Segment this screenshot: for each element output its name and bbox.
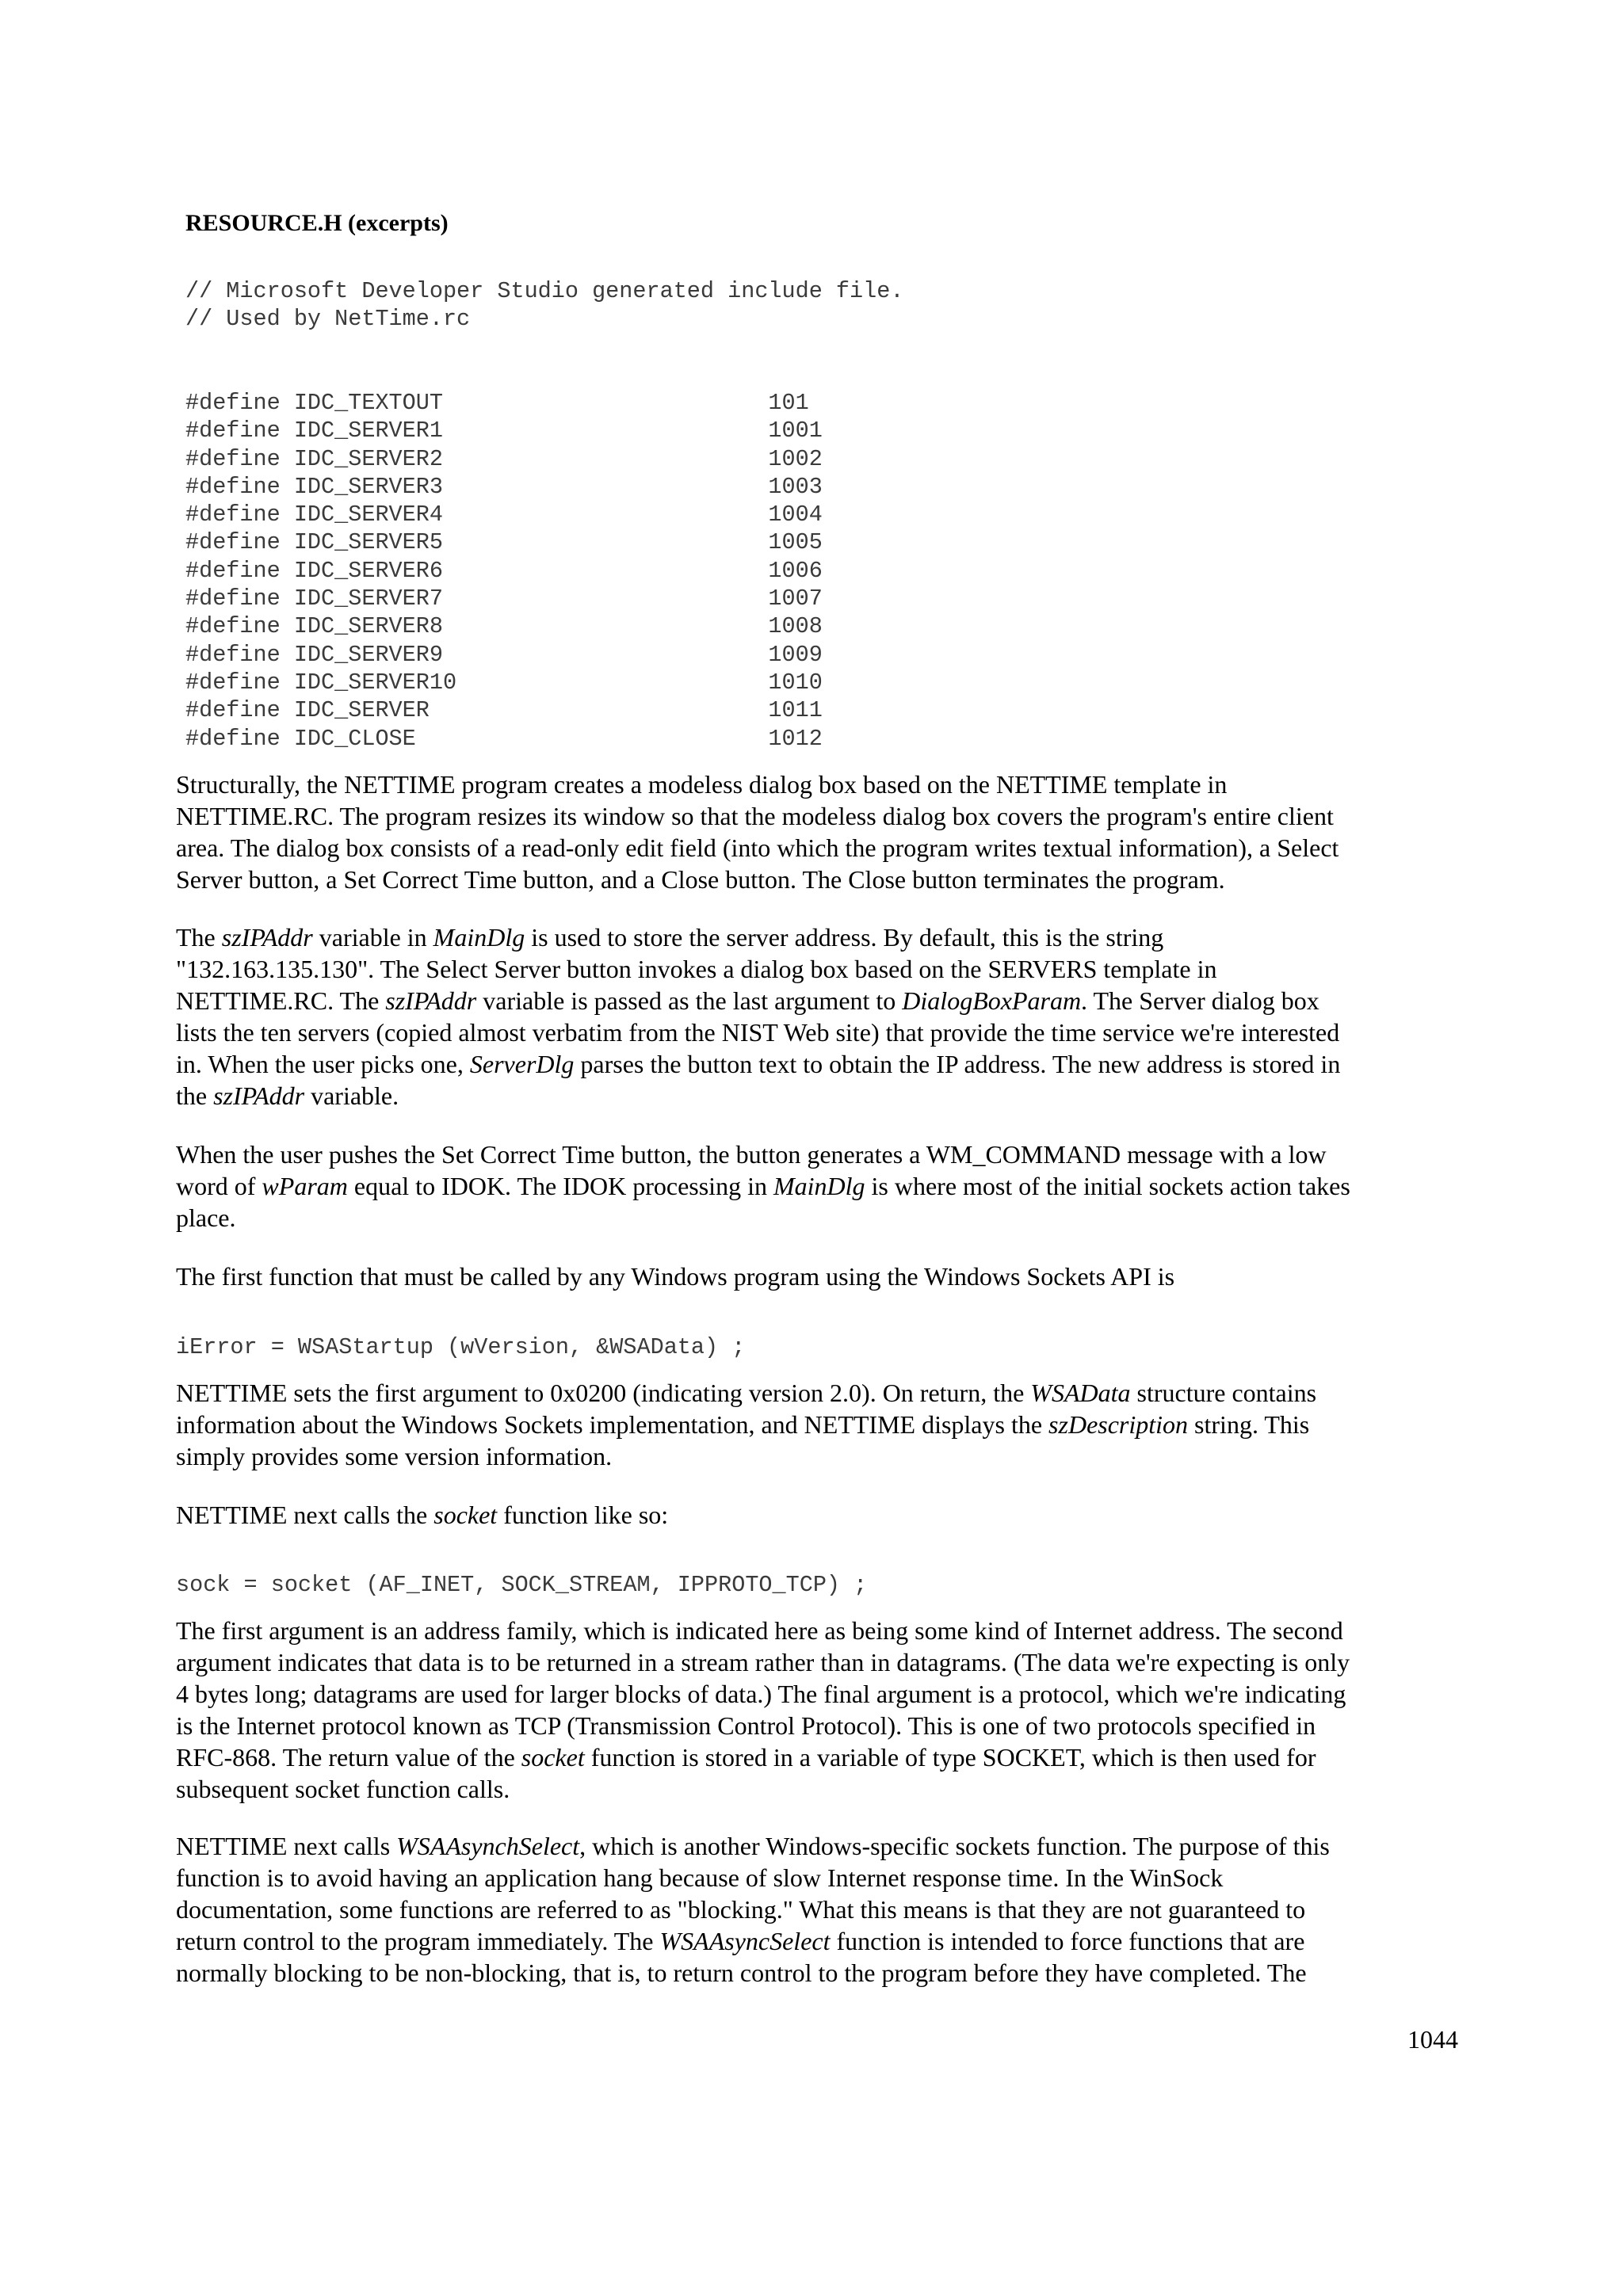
text-run: parses the button text to obtain the IP address. The new address is stored in [574,1050,1341,1078]
text-line: area. The dialog box consists of a read-only edit field (into which the program writes textual information), a Select [176,833,1339,862]
code-comment-block [185,277,903,334]
text-line [176,1710,1460,1741]
text-run: string. This [1188,1410,1310,1439]
text-line [176,985,1460,1016]
paragraph-structure [176,769,1460,895]
italic-term: WSAAsynchSelect [396,1832,580,1860]
text-run: "132.163.135.130". The Select Server button invokes a dialog box based on the SERVERS template in [176,955,1217,983]
text-run: , which is another Windows-specific sockets function. The purpose of this [579,1832,1330,1860]
code-line: #define IDC_SERVER8 1008 [185,613,823,640]
text-run: lists the ten servers (copied almost verbatim from the NIST Web site) that provide the time service we're interested [176,1018,1340,1047]
text-run: 4 bytes long; datagrams are used for larger blocks of data.) The final argument is a protocol, which we're indicating [176,1680,1346,1708]
text-run: argument indicates that data is to be returned in a stream rather than in datagrams. (The data we're expecting is only [176,1648,1350,1676]
code-line: #define IDC_SERVER7 1007 [185,585,823,612]
code-line: #define IDC_SERVER4 1004 [185,502,823,528]
text-run: variable is passed as the last argument to [476,986,903,1015]
italic-term: szIPAddr [213,1081,305,1110]
code-line: #define IDC_SERVER5 1005 [185,529,823,556]
text-run: NETTIME next calls [176,1832,397,1860]
code-line: #define IDC_SERVER9 1009 [185,641,823,668]
text-line [176,1377,1460,1409]
section-heading: RESOURCE.H (excerpts) [185,210,449,236]
code-line: #define IDC_SERVER2 1002 [185,445,823,472]
text-run: is the Internet protocol known as TCP (Transmission Control Protocol). This is one of two protocols specified in [176,1711,1316,1740]
paragraph-first-function [176,1261,1460,1292]
text-line: Structurally, the NETTIME program creates a modeless dialog box based on the NETTIME template in [176,770,1228,799]
text-run: function like so: [497,1501,669,1529]
code-line: #define IDC_SERVER10 1010 [185,669,823,696]
text-run: The [176,923,222,952]
text-line [176,1440,1460,1472]
text-run: place. [176,1203,236,1232]
text-run: The first argument is an address family, which is indicated here as being some kind of Internet address. The second [176,1616,1343,1645]
paragraph-wsadata [176,1377,1460,1472]
italic-term: MainDlg [773,1172,865,1200]
text-line [176,1830,1460,1862]
paragraph-set-correct-time [176,1138,1460,1234]
text-line [176,1499,1460,1531]
text-run: information about the Windows Sockets implementation, and NETTIME displays the [176,1410,1049,1439]
italic-term: szIPAddr [221,923,313,952]
code-line: // Microsoft Developer Studio generated include file. [185,278,904,304]
code-line: #define IDC_TEXTOUT 101 [185,390,809,416]
code-line: #define IDC_CLOSE 1012 [185,725,823,752]
code-socket-call: sock = socket (AF_INET, SOCK_STREAM, IPPROTO_TCP) ; [176,1572,868,1598]
italic-term: MainDlg [433,923,525,952]
text-run: structure contains [1130,1379,1317,1407]
text-run: the [176,1081,214,1110]
text-line [176,1957,1460,1989]
text-line [176,1773,1460,1805]
italic-term: szDescription [1048,1410,1189,1439]
italic-term: socket [433,1501,498,1529]
text-line [176,953,1460,985]
text-run: function is intended to force functions that are [830,1927,1305,1955]
text-run: NETTIME sets the first argument to 0x0200 (indicating version 2.0). On return, the [176,1379,1031,1407]
text-line: Server button, a Set Correct Time button, and a Close button. The Close button terminates the program. [176,865,1225,894]
text-line [176,1202,1460,1234]
text-run: is used to store the server address. By default, this is the string [525,923,1164,952]
text-line [176,1741,1460,1773]
text-run: documentation, some functions are referred to as "blocking." What this means is that they are not guaranteed to [176,1895,1306,1924]
paragraph-server-address [176,921,1460,1112]
paragraph-socket-args [176,1615,1460,1805]
italic-term: socket [521,1743,585,1772]
text-line: NETTIME.RC. The program resizes its window so that the modeless dialog box covers the program's entire client [176,802,1334,830]
paragraph-async-select [176,1830,1460,1989]
text-run: function is stored in a variable of type SOCKET, which is then used for [584,1743,1316,1772]
text-run: When the user pushes the Set Correct Time button, the button generates a WM_COMMAND message with a low [176,1140,1327,1169]
text-run: subsequent socket function calls. [176,1775,510,1803]
text-run: . The Server dialog box [1081,986,1319,1015]
text-line [176,1894,1460,1925]
text-line [176,1080,1460,1112]
text-line [176,1615,1460,1646]
italic-term: DialogBoxParam [902,986,1082,1015]
text-line [176,1409,1460,1440]
text-line [176,1862,1460,1894]
define-code-block [185,389,823,753]
code-line: #define IDC_SERVER1 1001 [185,418,823,444]
text-run: simply provides some version information. [176,1442,613,1470]
text-run: NETTIME next calls the [176,1501,434,1529]
text-run: variable in [312,923,433,952]
text-run: NETTIME.RC. The [176,986,386,1015]
text-run: return control to the program immediately. The [176,1927,660,1955]
text-line [176,1048,1460,1080]
code-line: #define IDC_SERVER6 1006 [185,557,823,584]
text-line [176,1016,1460,1048]
text-line [176,1170,1460,1202]
text-line [176,1678,1460,1710]
text-run: RFC-868. The return value of the [176,1743,521,1772]
paragraph-socket-intro [176,1499,1460,1531]
text-run: function is to avoid having an application hang because of slow Internet response time. In the WinSock [176,1863,1224,1892]
text-line: The first function that must be called by any Windows program using the Windows Sockets API is [176,1262,1175,1291]
text-run: in. When the user picks one, [176,1050,470,1078]
code-wsastartup: iError = WSAStartup (wVersion, &WSAData) ; [176,1334,746,1360]
text-line [176,1138,1460,1170]
text-line [176,1925,1460,1957]
text-line [176,1646,1460,1678]
text-run: is where most of the initial sockets action takes [865,1172,1350,1200]
italic-term: wParam [262,1172,348,1200]
text-run: variable. [304,1081,399,1110]
italic-term: WSAData [1030,1379,1131,1407]
italic-term: ServerDlg [469,1050,575,1078]
text-line [176,921,1460,953]
code-line: #define IDC_SERVER3 1003 [185,473,823,500]
text-run: equal to IDOK. The IDOK processing in [347,1172,773,1200]
italic-term: szIPAddr [385,986,477,1015]
page-number: 1044 [1407,2025,1458,2054]
code-line: #define IDC_SERVER 1011 [185,697,823,724]
text-run: word of [176,1172,262,1200]
text-run: normally blocking to be non-blocking, that is, to return control to the program before they have completed. The [176,1958,1307,1987]
italic-term: WSAAsyncSelect [659,1927,831,1955]
code-line: // Used by NetTime.rc [185,306,471,333]
